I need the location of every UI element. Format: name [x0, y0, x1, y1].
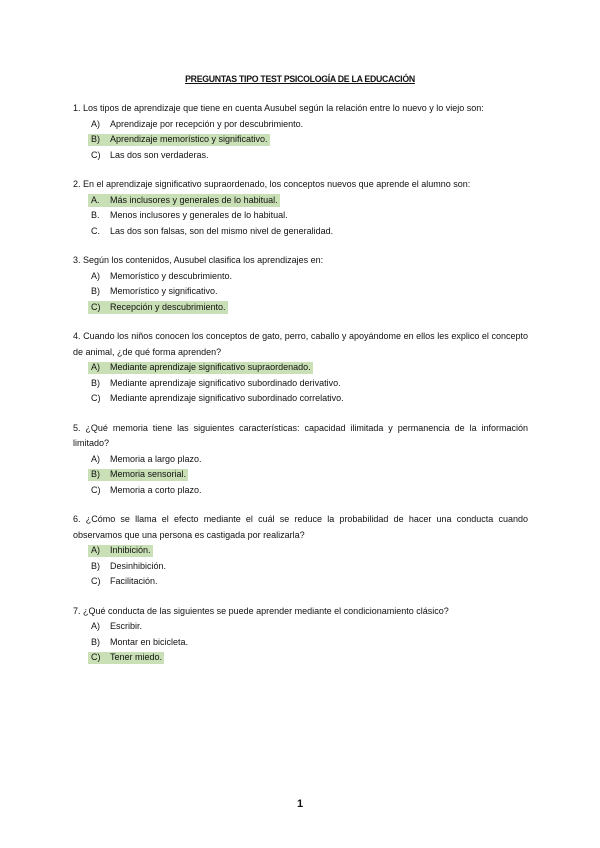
option-text: Mediante aprendizaje significativo subordinado derivativo. — [110, 377, 341, 388]
answer-options — [73, 193, 528, 240]
question-text: 6. ¿Cómo se llama el efecto mediante el cuál se reduce la probabilidad de hacer una conducta cuando observamos que una persona es castigada por realizarla? — [73, 514, 528, 540]
option-letter: C) — [91, 652, 101, 662]
question-text: 4. Cuando los niños conocen los conceptos de gato, perro, caballo y apoyándome en ellos les explico el concepto de animal, ¿de qué forma aprenden? — [73, 331, 528, 357]
page-number: 1 — [296, 798, 304, 810]
option-letter: A) — [91, 621, 100, 631]
option-text: Aprendizaje memorístico y significativo. — [110, 134, 268, 144]
option-letter: B) — [91, 560, 100, 571]
option-text: Memorístico y significativo. — [110, 286, 218, 296]
answer-option — [73, 452, 528, 468]
answer-options — [73, 117, 528, 164]
answer-option — [73, 269, 528, 285]
option-text: Tener miedo. — [110, 652, 163, 662]
option-letter: C) — [91, 301, 101, 312]
option-letter: B) — [91, 286, 100, 296]
option-text: Recepción y descubrimiento. — [110, 301, 226, 312]
answer-option — [73, 284, 528, 300]
answer-option — [73, 574, 528, 590]
option-letter: A. — [91, 194, 100, 205]
answer-options — [73, 452, 528, 499]
option-text: Escribir. — [110, 621, 143, 631]
option-letter: C. — [91, 225, 100, 236]
question-text: 2. En el aprendizaje significativo supraordenado, los conceptos nuevos que aprende el alumno son: — [73, 179, 471, 189]
option-text: Las dos son verdaderas. — [110, 149, 209, 160]
answer-option — [73, 224, 528, 240]
answer-options — [73, 619, 528, 666]
question-6 — [73, 512, 528, 590]
answer-option-correct — [73, 543, 528, 559]
option-letter: A) — [91, 362, 100, 372]
answer-option — [73, 619, 528, 635]
question-list — [73, 101, 528, 680]
answer-option — [73, 559, 528, 575]
option-text: Montar en bicicleta. — [110, 636, 189, 647]
option-text: Memoria a largo plazo. — [110, 453, 202, 464]
answer-option-correct — [73, 360, 528, 376]
option-letter: C) — [91, 484, 101, 495]
answer-option — [73, 391, 528, 407]
answer-options — [73, 269, 528, 316]
question-2 — [73, 177, 528, 239]
question-4 — [73, 329, 528, 407]
option-letter: A) — [91, 118, 100, 129]
option-letter: B) — [91, 469, 100, 479]
option-letter: A) — [91, 270, 100, 281]
option-letter: B. — [91, 210, 100, 220]
option-letter: B) — [91, 377, 100, 388]
answer-option — [73, 208, 528, 224]
answer-option — [73, 117, 528, 133]
option-letter: C) — [91, 576, 101, 586]
answer-option-correct — [73, 650, 528, 666]
option-text: Las dos son falsas, son del mismo nivel de generalidad. — [110, 225, 334, 236]
option-text: Facilitación. — [110, 576, 158, 586]
option-letter: B) — [91, 636, 100, 647]
answer-options — [73, 543, 528, 590]
option-text: Menos inclusores y generales de lo habitual. — [110, 210, 288, 220]
answer-option — [73, 483, 528, 499]
answer-options — [73, 360, 528, 407]
option-text: Desinhibición. — [110, 560, 167, 571]
option-text: Memoria a corto plazo. — [110, 484, 202, 495]
option-letter: A) — [91, 545, 100, 555]
option-text: Más inclusores y generales de lo habitual. — [110, 194, 278, 205]
page-title: PREGUNTAS TIPO TEST PSICOLOGÍA DE LA EDUCACIÓN — [185, 74, 415, 85]
option-letter: C) — [91, 393, 101, 403]
option-letter: C) — [91, 149, 101, 160]
option-text: Inhibición. — [110, 545, 151, 555]
option-text: Memoria sensorial. — [110, 469, 187, 479]
answer-option-correct — [73, 193, 528, 209]
option-text: Memorístico y descubrimiento. — [110, 270, 233, 281]
answer-option-correct — [73, 300, 528, 316]
question-5 — [73, 421, 528, 499]
question-3 — [73, 253, 528, 315]
question-text: 3. Según los contenidos, Ausubel clasifica los aprendizajes en: — [73, 255, 324, 265]
option-text: Aprendizaje por recepción y por descubrimiento. — [110, 118, 304, 129]
question-7 — [73, 604, 528, 666]
option-text: Mediante aprendizaje significativo subordinado correlativo. — [110, 393, 344, 403]
option-letter: B) — [91, 134, 100, 144]
option-letter: A) — [91, 453, 100, 464]
question-text: 7. ¿Qué conducta de las siguientes se puede aprender mediante el condicionamiento clásico? — [73, 605, 449, 616]
question-1 — [73, 101, 528, 163]
answer-option — [73, 376, 528, 392]
question-text: 5. ¿Qué memoria tiene las siguientes características: capacidad ilimitada y permanencia de la información limitado? — [73, 422, 528, 448]
question-text: 1. Los tipos de aprendizaje que tiene en cuenta Ausubel según la relación entre lo nuevo y lo viejo son: — [73, 103, 484, 113]
answer-option — [73, 635, 528, 651]
option-text: Mediante aprendizaje significativo supraordenado. — [110, 362, 311, 372]
answer-option — [73, 148, 528, 164]
answer-option-correct — [73, 132, 528, 148]
answer-option-correct — [73, 467, 528, 483]
